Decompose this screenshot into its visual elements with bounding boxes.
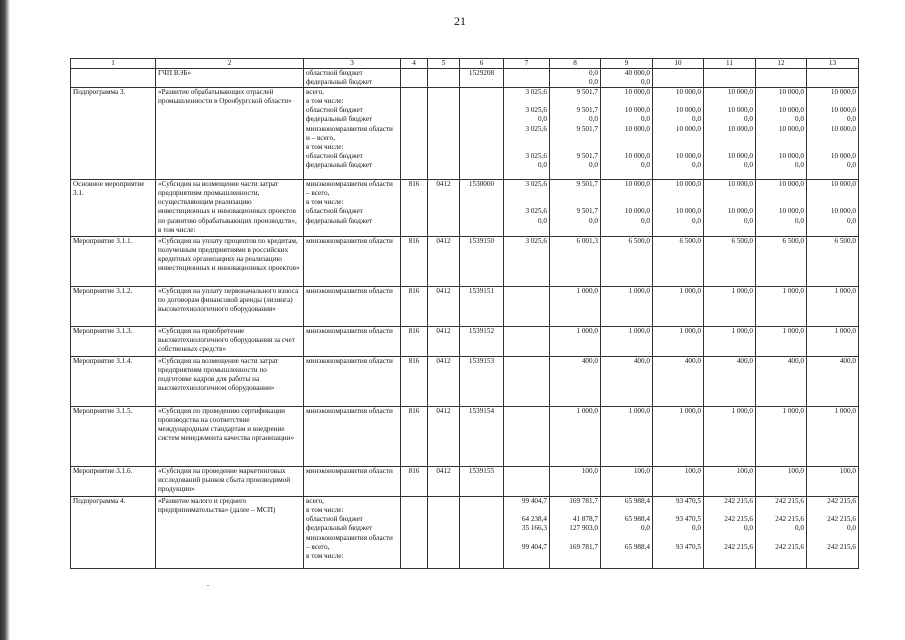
cell-v7 xyxy=(504,69,550,88)
cell-name: «Субсидия на возмещение части затрат предприятиям промышленности по подготовке кадров для работы на высокотехнологичном оборудовании» xyxy=(156,357,304,407)
cell-code: Мероприятие 3.1.5. xyxy=(71,407,156,467)
cell-code: Подпрограмма 4. xyxy=(71,497,156,569)
cell-rzpr: 0412 xyxy=(428,327,460,357)
scan-edge-shadow xyxy=(0,0,10,640)
cell-v12 xyxy=(756,69,807,88)
cell-v12: 10 000,0 10 000,0 0,0 xyxy=(756,180,807,237)
cell-source: минэкономразвития области xyxy=(304,237,401,287)
cell-code: Основное мероприятие 3.1. xyxy=(71,180,156,237)
cell-rzpr: 0412 xyxy=(428,467,460,497)
cell-csr: 1539152 xyxy=(460,327,504,357)
cell-csr: 1529208 xyxy=(460,69,504,88)
cell-v8: 169 781,7 41 878,7 127 903,0 169 781,7 xyxy=(550,497,601,569)
cell-grbs xyxy=(401,88,428,180)
cell-v11: 10 000,0 10 000,0 0,0 10 000,0 10 000,0 0,0 xyxy=(704,88,756,180)
cell-v13: 100,0 xyxy=(807,467,859,497)
cell-name: «Субсидия на приобретение высокотехнологичного оборудования за счет собственных средств» xyxy=(156,327,304,357)
cell-v13: 1 000,0 xyxy=(807,287,859,327)
cell-name: ГЧП ВЭБ» xyxy=(156,69,304,88)
cell-rzpr: 0412 xyxy=(428,407,460,467)
cell-v9: 400,0 xyxy=(601,357,653,407)
cell-name: «Развитие малого и среднего предпринимательства» (далее – МСП) xyxy=(156,497,304,569)
cell-v11: 100,0 xyxy=(704,467,756,497)
cell-source: минэкономразвития области xyxy=(304,287,401,327)
cell-v12: 100,0 xyxy=(756,467,807,497)
header-cell-10: 10 xyxy=(653,59,704,69)
table-row xyxy=(71,180,859,237)
cell-source: минэкономразвития области xyxy=(304,357,401,407)
cell-v10: 93 470,5 93 470,5 0,0 93 470,5 xyxy=(653,497,704,569)
cell-v12: 1 000,0 xyxy=(756,287,807,327)
cell-v9: 100,0 xyxy=(601,467,653,497)
cell-v9: 1 000,0 xyxy=(601,327,653,357)
cell-name: «Субсидия на возмещение части затрат предприятиям промышленности, осуществляющим реализацию инвестиционных и инновационных проектов по развитию обрабатывающих производств», в том числе: xyxy=(156,180,304,237)
budget-table xyxy=(70,58,859,569)
header-cell-2: 2 xyxy=(156,59,304,69)
table-row xyxy=(71,497,859,569)
cell-v7: 3 025,6 3 025,6 0,0 xyxy=(504,180,550,237)
cell-name: «Субсидия на уплату первоначального взноса по договорам финансовой аренды (лизинга) высокотехнологичного оборудования» xyxy=(156,287,304,327)
cell-csr: 1539150 xyxy=(460,237,504,287)
cell-name: «Субсидия на проведение маркетинговых исследований рынков сбыта производимой продукции» xyxy=(156,467,304,497)
cell-v13: 1 000,0 xyxy=(807,327,859,357)
cell-name: «Субсидия на уплату процентов по кредитам, полученным предприятиями в российских кредитных организациях на реализацию инвестиционных и инновационных проектов» xyxy=(156,237,304,287)
cell-code: Подпрограмма 3. xyxy=(71,88,156,180)
cell-v12: 1 000,0 xyxy=(756,327,807,357)
cell-v11: 242 215,6 242 215,6 0,0 242 215,6 xyxy=(704,497,756,569)
cell-v9: 65 988,4 65 988,4 0,0 65 988,4 xyxy=(601,497,653,569)
cell-v9: 10 000,0 10 000,0 0,0 xyxy=(601,180,653,237)
cell-v7 xyxy=(504,407,550,467)
cell-code: Мероприятие 3.1.6. xyxy=(71,467,156,497)
cell-v7: 3 025,6 xyxy=(504,237,550,287)
cell-v10: 100,0 xyxy=(653,467,704,497)
cell-v12: 10 000,0 10 000,0 0,0 10 000,0 10 000,0 0,0 xyxy=(756,88,807,180)
header-cell-7: 7 xyxy=(504,59,550,69)
cell-source: минэкономразвития области xyxy=(304,327,401,357)
page-number: 21 xyxy=(454,14,466,28)
cell-csr xyxy=(460,88,504,180)
cell-v11: 10 000,0 10 000,0 0,0 xyxy=(704,180,756,237)
cell-v12: 6 500,0 xyxy=(756,237,807,287)
cell-code: Мероприятие 3.1.1. xyxy=(71,237,156,287)
cell-grbs: 816 xyxy=(401,180,428,237)
cell-code: Мероприятие 3.1.2. xyxy=(71,287,156,327)
cell-csr: 1539154 xyxy=(460,407,504,467)
cell-v13: 1 000,0 xyxy=(807,407,859,467)
header-cell-5: 5 xyxy=(428,59,460,69)
cell-csr: 1539151 xyxy=(460,287,504,327)
cell-v7: 3 025,6 3 025,6 0,0 3 025,6 3 025,6 0,0 xyxy=(504,88,550,180)
cell-v10: 10 000,0 10 000,0 0,0 10 000,0 10 000,0 0,0 xyxy=(653,88,704,180)
cell-v12: 1 000,0 xyxy=(756,407,807,467)
cell-code xyxy=(71,69,156,88)
cell-rzpr: 0412 xyxy=(428,357,460,407)
cell-v10: 1 000,0 xyxy=(653,407,704,467)
cell-csr xyxy=(460,497,504,569)
header-cell-3: 3 xyxy=(304,59,401,69)
cell-source: областной бюджет федеральный бюджет xyxy=(304,69,401,88)
cell-v13: 242 215,6 242 215,6 0,0 242 215,6 xyxy=(807,497,859,569)
cell-source: всего, в том числе: областной бюджет федеральный бюджет минэкономразвития области и – всего, в том числе: областной бюджет федеральный бюджет xyxy=(304,88,401,180)
header-cell-6: 6 xyxy=(460,59,504,69)
table-row xyxy=(71,357,859,407)
cell-v8: 9 501,7 9 501,7 0,0 9 501,7 9 501,7 0,0 xyxy=(550,88,601,180)
cell-v11: 1 000,0 xyxy=(704,327,756,357)
cell-v9: 1 000,0 xyxy=(601,287,653,327)
cell-v8: 1 000,0 xyxy=(550,407,601,467)
cell-rzpr xyxy=(428,497,460,569)
cell-v7 xyxy=(504,467,550,497)
cell-v12: 400,0 xyxy=(756,357,807,407)
header-cell-13: 13 xyxy=(807,59,859,69)
cell-v10: 1 000,0 xyxy=(653,327,704,357)
cell-grbs: 816 xyxy=(401,327,428,357)
cell-v11 xyxy=(704,69,756,88)
cell-v7 xyxy=(504,357,550,407)
table-row xyxy=(71,237,859,287)
cell-v8: 6 001,3 xyxy=(550,237,601,287)
cell-rzpr xyxy=(428,69,460,88)
cell-v9: 40 000,0 0,0 xyxy=(601,69,653,88)
header-cell-1: 1 xyxy=(71,59,156,69)
cell-v7: 99 404,7 64 238,4 35 166,3 99 404,7 xyxy=(504,497,550,569)
cell-v11: 400,0 xyxy=(704,357,756,407)
cell-csr: 1539153 xyxy=(460,357,504,407)
cell-source: минэкономразвития области xyxy=(304,407,401,467)
header-cell-11: 11 xyxy=(704,59,756,69)
cell-name: «Развитие обрабатывающих отраслей промышленности в Оренбургской области» xyxy=(156,88,304,180)
header-cell-8: 8 xyxy=(550,59,601,69)
cell-grbs: 816 xyxy=(401,357,428,407)
cell-v10: 1 000,0 xyxy=(653,287,704,327)
cell-v8: 100,0 xyxy=(550,467,601,497)
table-row xyxy=(71,407,859,467)
cell-v9: 6 500,0 xyxy=(601,237,653,287)
cell-v8: 9 501,7 9 501,7 0,0 xyxy=(550,180,601,237)
cell-source: минэкономразвития области xyxy=(304,467,401,497)
cell-v10 xyxy=(653,69,704,88)
cell-rzpr: 0412 xyxy=(428,287,460,327)
cell-v10: 10 000,0 10 000,0 0,0 xyxy=(653,180,704,237)
cell-grbs: 816 xyxy=(401,467,428,497)
cell-v10: 6 500,0 xyxy=(653,237,704,287)
table-row xyxy=(71,69,859,88)
cell-v8: 1 000,0 xyxy=(550,327,601,357)
table-row xyxy=(71,88,859,180)
header-cell-4: 4 xyxy=(401,59,428,69)
header-row xyxy=(71,59,859,69)
cell-v11: 1 000,0 xyxy=(704,287,756,327)
cell-rzpr xyxy=(428,88,460,180)
cell-v10: 400,0 xyxy=(653,357,704,407)
cell-v13: 10 000,0 10 000,0 0,0 xyxy=(807,180,859,237)
cell-grbs xyxy=(401,497,428,569)
table-row xyxy=(71,327,859,357)
cell-v7 xyxy=(504,327,550,357)
cell-rzpr: 0412 xyxy=(428,237,460,287)
cell-grbs xyxy=(401,69,428,88)
table-row xyxy=(71,467,859,497)
cell-v9: 10 000,0 10 000,0 0,0 10 000,0 10 000,0 0,0 xyxy=(601,88,653,180)
cell-v9: 1 000,0 xyxy=(601,407,653,467)
cell-v8: 400,0 xyxy=(550,357,601,407)
cell-v11: 6 500,0 xyxy=(704,237,756,287)
cell-v8: 0,0 0,0 xyxy=(550,69,601,88)
cell-grbs: 816 xyxy=(401,237,428,287)
cell-v8: 1 000,0 xyxy=(550,287,601,327)
cell-code: Мероприятие 3.1.4. xyxy=(71,357,156,407)
cell-source: всего, в том числе: областной бюджет федеральный бюджет минэкономразвития области – всего, в том числе: xyxy=(304,497,401,569)
cell-source: минэкономразвития области – всего, в том числе: областной бюджет федеральный бюджет xyxy=(304,180,401,237)
cell-csr: 1539155 xyxy=(460,467,504,497)
cell-rzpr: 0412 xyxy=(428,180,460,237)
cell-v13 xyxy=(807,69,859,88)
cell-grbs: 816 xyxy=(401,287,428,327)
cell-code: Мероприятие 3.1.3. xyxy=(71,327,156,357)
cell-v11: 1 000,0 xyxy=(704,407,756,467)
cell-csr: 1530000 xyxy=(460,180,504,237)
cell-v13: 400,0 xyxy=(807,357,859,407)
scan-speck xyxy=(207,585,209,586)
header-cell-12: 12 xyxy=(756,59,807,69)
cell-v13: 10 000,0 10 000,0 0,0 10 000,0 10 000,0 0,0 xyxy=(807,88,859,180)
cell-name: «Субсидия по проведению сертификации производства на соответствие международным стандартам и внедрение систем менеджмента качества организации» xyxy=(156,407,304,467)
cell-grbs: 816 xyxy=(401,407,428,467)
cell-v12: 242 215,6 242 215,6 0,0 242 215,6 xyxy=(756,497,807,569)
header-cell-9: 9 xyxy=(601,59,653,69)
cell-v7 xyxy=(504,287,550,327)
cell-v13: 6 500,0 xyxy=(807,237,859,287)
table-row xyxy=(71,287,859,327)
